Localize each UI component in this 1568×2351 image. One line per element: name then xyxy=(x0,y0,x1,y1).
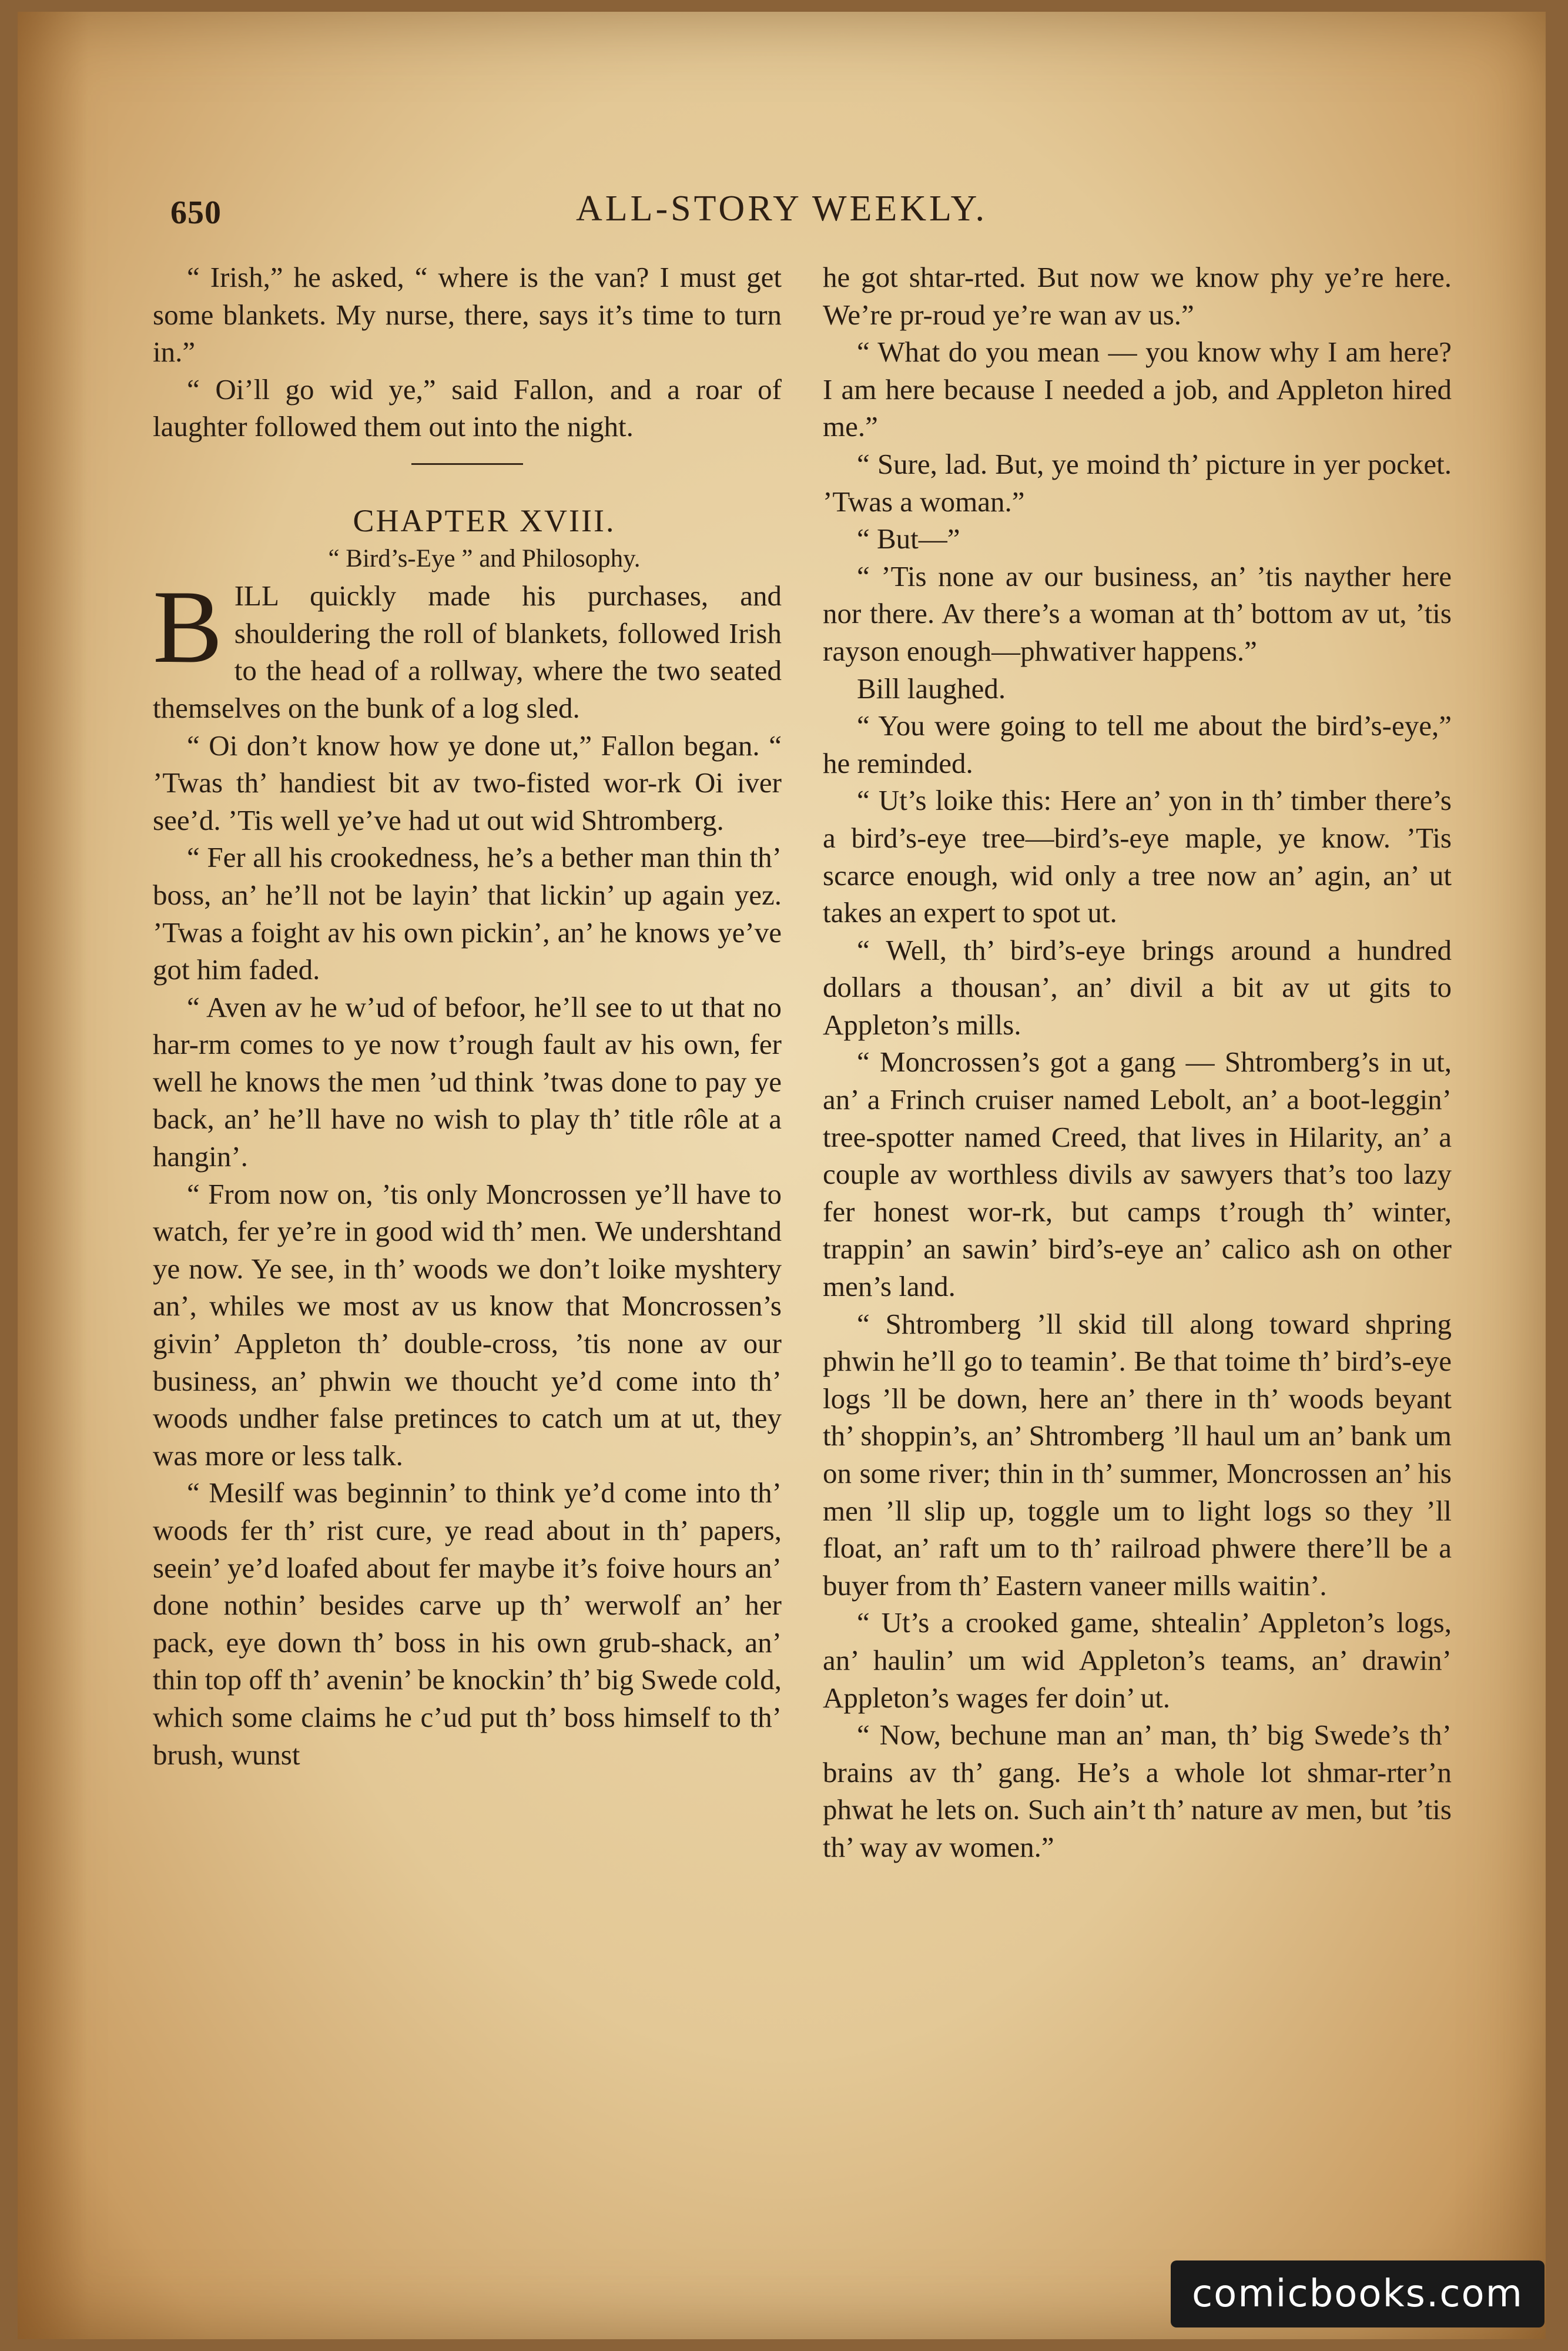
paragraph: “ Now, bechune man an’ man, th’ big Swede’s th’ brains av th’ gang. He’s a whole lot shmar-rter’n phwat he lets on. Such ain’t th’ nature av men, but ’tis th’ way av women.” xyxy=(823,1719,1452,1863)
opening-paragraph xyxy=(153,568,782,726)
paragraph: “ You were going to tell me about the bird’s-eye,” he reminded. xyxy=(823,709,1452,779)
paragraph: “ Irish,” he asked, “ where is the van? I must get some blankets. My nurse, there, says it’s time to turn in.” xyxy=(153,261,782,369)
paragraph: “ Fer all his crookedness, he’s a bether man thin th’ boss, an’ he’ll not be layin’ that lickin’ up again yez. ’Twas a foight av his own pickin’, an’ he knows ye’ve got him faded. xyxy=(153,841,782,986)
paragraph: “ What do you mean — you know why I am here? I am here because I needed a job, and Appleton hired me.” xyxy=(823,336,1452,443)
paragraph: “ From now on, ’tis only Moncrossen ye’ll have to watch, fer ye’re in good wid th’ men. We undershtand ye now. Ye see, in th’ woods we don’t loike myshtery an’, whiles we most av us know that Moncrossen’s givin’ Appleton th’ double-cross, ’tis none av our business, an’ phwin we thoucht ye’d come into th’ woods undher false pretinces to catch um at ut, they was more or less talk. xyxy=(153,1177,782,1472)
page-edge-shadow xyxy=(18,12,88,2339)
paragraph: “ Shtromberg ’ll skid till along toward shpring phwin he’ll go to teamin’. Be that toime th’ bird’s-eye logs ’ll be down, here an’ there in th’ woods beyant th’ shoppin’s, an’ Shtromberg ’ll haul um an’ bank um on some river; thin in th’ summer, Moncrossen an’ his men ’ll slip up, toggle um to light logs so they ’ll float, an’ raft um to th’ railroad phwere there’ll be a buyer from th’ Eastern vaneer mills waitin’. xyxy=(823,1307,1452,1602)
page-number: 650 xyxy=(170,195,222,231)
paragraph: “ Moncrossen’s got a gang — Shtromberg’s in ut, an’ a Frinch cruiser named Lebolt, an’ a boot-leggin’ tree-spotter named Creed, that lives in Hilarity, an’ a couple av worthless divils av sawyers that’s too lazy fer honest wor-rk, but camps t’rough th’ winter, trappin’ an sawin’ bird’s-eye an’ calico ash on other men’s land. xyxy=(823,1046,1452,1303)
opening-text: ILL quickly made his purchases, and shouldering the roll of blankets, followed Irish to the head of a rollway, where the two seated themselves on the bunk of a log sled. xyxy=(153,580,782,724)
left-column xyxy=(153,259,782,1773)
paragraph: “ Oi’ll go wid ye,” said Fallon, and a roar of laughter followed them out into the night. xyxy=(153,373,782,443)
paragraph: Bill laughed. xyxy=(857,672,1006,705)
paragraph: “ Sure, lad. But, ye moind th’ picture in yer pocket. ’Twas a woman.” xyxy=(823,447,1452,518)
right-column xyxy=(823,259,1452,1866)
paragraph: “ Well, th’ bird’s-eye brings around a hundred dollars a thousan’, an’ divil a bit av ut gits to Appleton’s mills. xyxy=(823,933,1452,1041)
running-head: ALL-STORY WEEKLY. xyxy=(576,189,987,229)
drop-cap: B xyxy=(153,568,223,685)
paragraph: he got shtar-rted. But now we know phy ye’re here. We’re pr-roud ye’re wan av us.” xyxy=(823,261,1452,331)
page-header xyxy=(153,182,1410,235)
paragraph: “ ’Tis none av our business, an’ ’tis nayther here nor there. Av there’s a woman at th’ bottom av ut, ’tis rayson enough—phwativer happens.” xyxy=(823,560,1452,667)
paragraph: “ Aven av he w’ud of befoor, he’ll see to ut that no har-rm comes to ye now t’rough fault av his own, fer well he knows the men ’ud think ’twas done to pay ye back, an’ he’ll have no wish to play th’ title rôle at a hangin’. xyxy=(153,990,782,1173)
paragraph: “ But—” xyxy=(857,523,960,555)
magazine-page xyxy=(18,12,1546,2339)
chapter-subtitle: “ Bird’s-Eye ” and Philosophy. xyxy=(328,544,641,572)
site-watermark: comicbooks.com xyxy=(1171,2260,1544,2327)
paragraph: “ Mesilf was beginnin’ to think ye’d come into th’ woods fer th’ rist cure, ye read about in th’ papers, seein’ ye’d loafed about fer maybe it’s foive hours an’ done nothin’ besides carve up th’ werwolf an’ her pack, eye down th’ boss in his own grub-shack, an’ thin top off th’ avenin’ be knockin’ th’ big Swede cold, which some claims he c’ud put th’ boss himself to th’ brush, wunst xyxy=(153,1476,782,1771)
paragraph: “ Oi don’t know how ye done ut,” Fallon began. “ ’Twas th’ handiest bit av two-fisted wor-rk Oi iver see’d. ’Tis well ye’ve had ut out wid Shtromberg. xyxy=(153,729,782,836)
chapter-title: CHAPTER XVIII. xyxy=(353,503,616,538)
section-divider xyxy=(411,463,523,465)
paragraph: “ Ut’s loike this: Here an’ yon in th’ timber there’s a bird’s-eye tree—bird’s-eye maple, ye know. ’Tis scarce enough, wid only a tree now an’ agin, an’ ut takes an expert to spot ut. xyxy=(823,784,1452,929)
paragraph: “ Ut’s a crooked game, shtealin’ Appleton’s logs, an’ haulin’ um wid Appleton’s teams, an’ drawin’ Appleton’s wages fer doin’ ut. xyxy=(823,1606,1452,1714)
